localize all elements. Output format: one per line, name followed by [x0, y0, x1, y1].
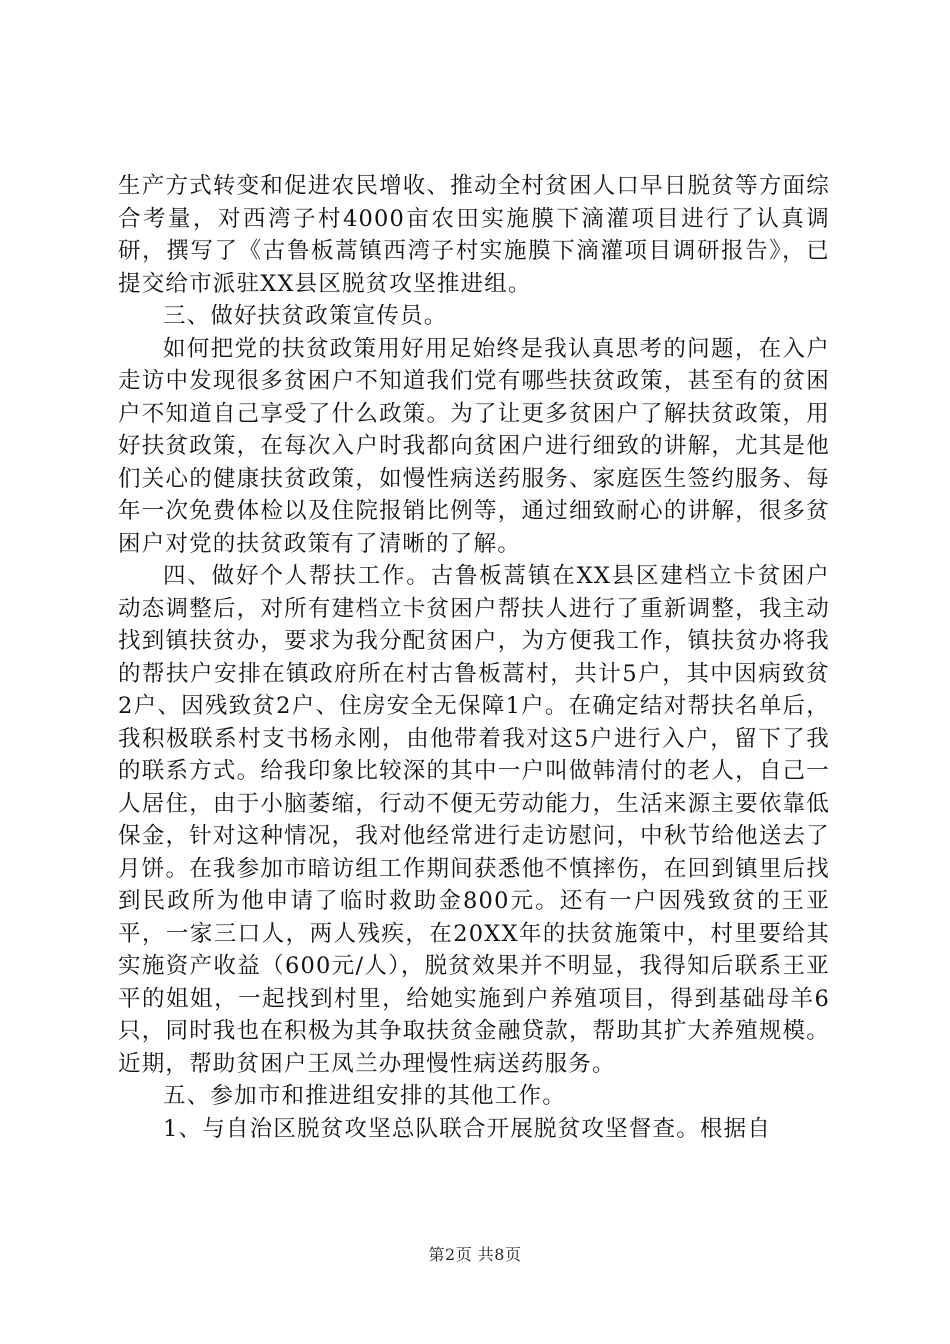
paragraph-joint-inspection: 1、与自治区脱贫攻坚总队联合开展脱贫攻坚督查。根据自 — [163, 1115, 772, 1142]
section-heading-5: 五、参加市和推进组安排的其他工作。 — [163, 1083, 566, 1109]
paragraph-personal-assistance: 四、做好个人帮扶工作。古鲁板蒿镇在XX县区建档立卡贫困户动态调整后，对所有建档立卡贫困户帮扶人进行了重新调整，我主动找到镇扶贫办，要求为我分配贫困户，为方便我工作，镇扶贫办将我的帮扶户安排在镇政府所在村古鲁板蒿村，共计5户，其中因病致贫2户、因残致贫2户、住房安全无保障1户。在确定结对帮扶名单后，我积极联系村支书杨永刚，由他带着我对这5户进行入户，留下了我的联系方式。给我印象比较深的其中一户叫做韩清付的老人，自己一人居住，由于小脑萎缩，行动不便无劳动能力，生活来源主要依靠低保金，针对这种情况，我对他经常进行走访慰问，中秋节给他送去了月饼。在我参加市暗访组工作期间获悉他不慎摔伤，在回到镇里后找到民政所为他申请了临时救助金800元。还有一户因残致贫的王亚平，一家三口人，两人残疾，在20XX年的扶贫施策中，村里要给其实施资产收益（600元/人），脱贫效果并不明显，我得知后联系王亚平的姐姐，一起找到村里，给她实施到户养殖项目，得到基础母羊6只，同时我也在积极为其争取扶贫金融贷款，帮助其扩大养殖规模。近期，帮助贫困户王凤兰办理慢性病送药服务。 — [118, 563, 830, 1077]
section-heading-3: 三、做好扶贫政策宣传员。 — [163, 303, 448, 329]
paragraph-policy-publicity: 如何把党的扶贫政策用好用足始终是我认真思考的问题，在入户走访中发现很多贫困户不知道我们党有哪些扶贫政策，甚至有的贫困户不知道自己享受了什么政策。为了让更多贫困户了解扶贫政策，用好扶贫政策，在每次入户时我都向贫困户进行细致的讲解，尤其是他们关心的健康扶贫政策，如慢性病送药服务、家庭医生签约服务、每年一次免费体检以及住院报销比例等，通过细致耐心的讲解，很多贫困户对党的扶贫政策有了清晰的了解。 — [118, 335, 830, 557]
page-number-footer: 第2页 共8页 — [428, 1245, 522, 1264]
paragraph-1: 生产方式转变和促进农民增收、推动全村贫困人口早日脱贫等方面综合考量，对西湾子村4000亩农田实施膜下滴灌项目进行了认真调研，撰写了《古鲁板蒿镇西湾子村实施膜下滴灌项目调研报告》，已提交给市派驻XX县区脱贫攻坚推进组。 — [118, 173, 830, 297]
document-body — [118, 170, 830, 1145]
